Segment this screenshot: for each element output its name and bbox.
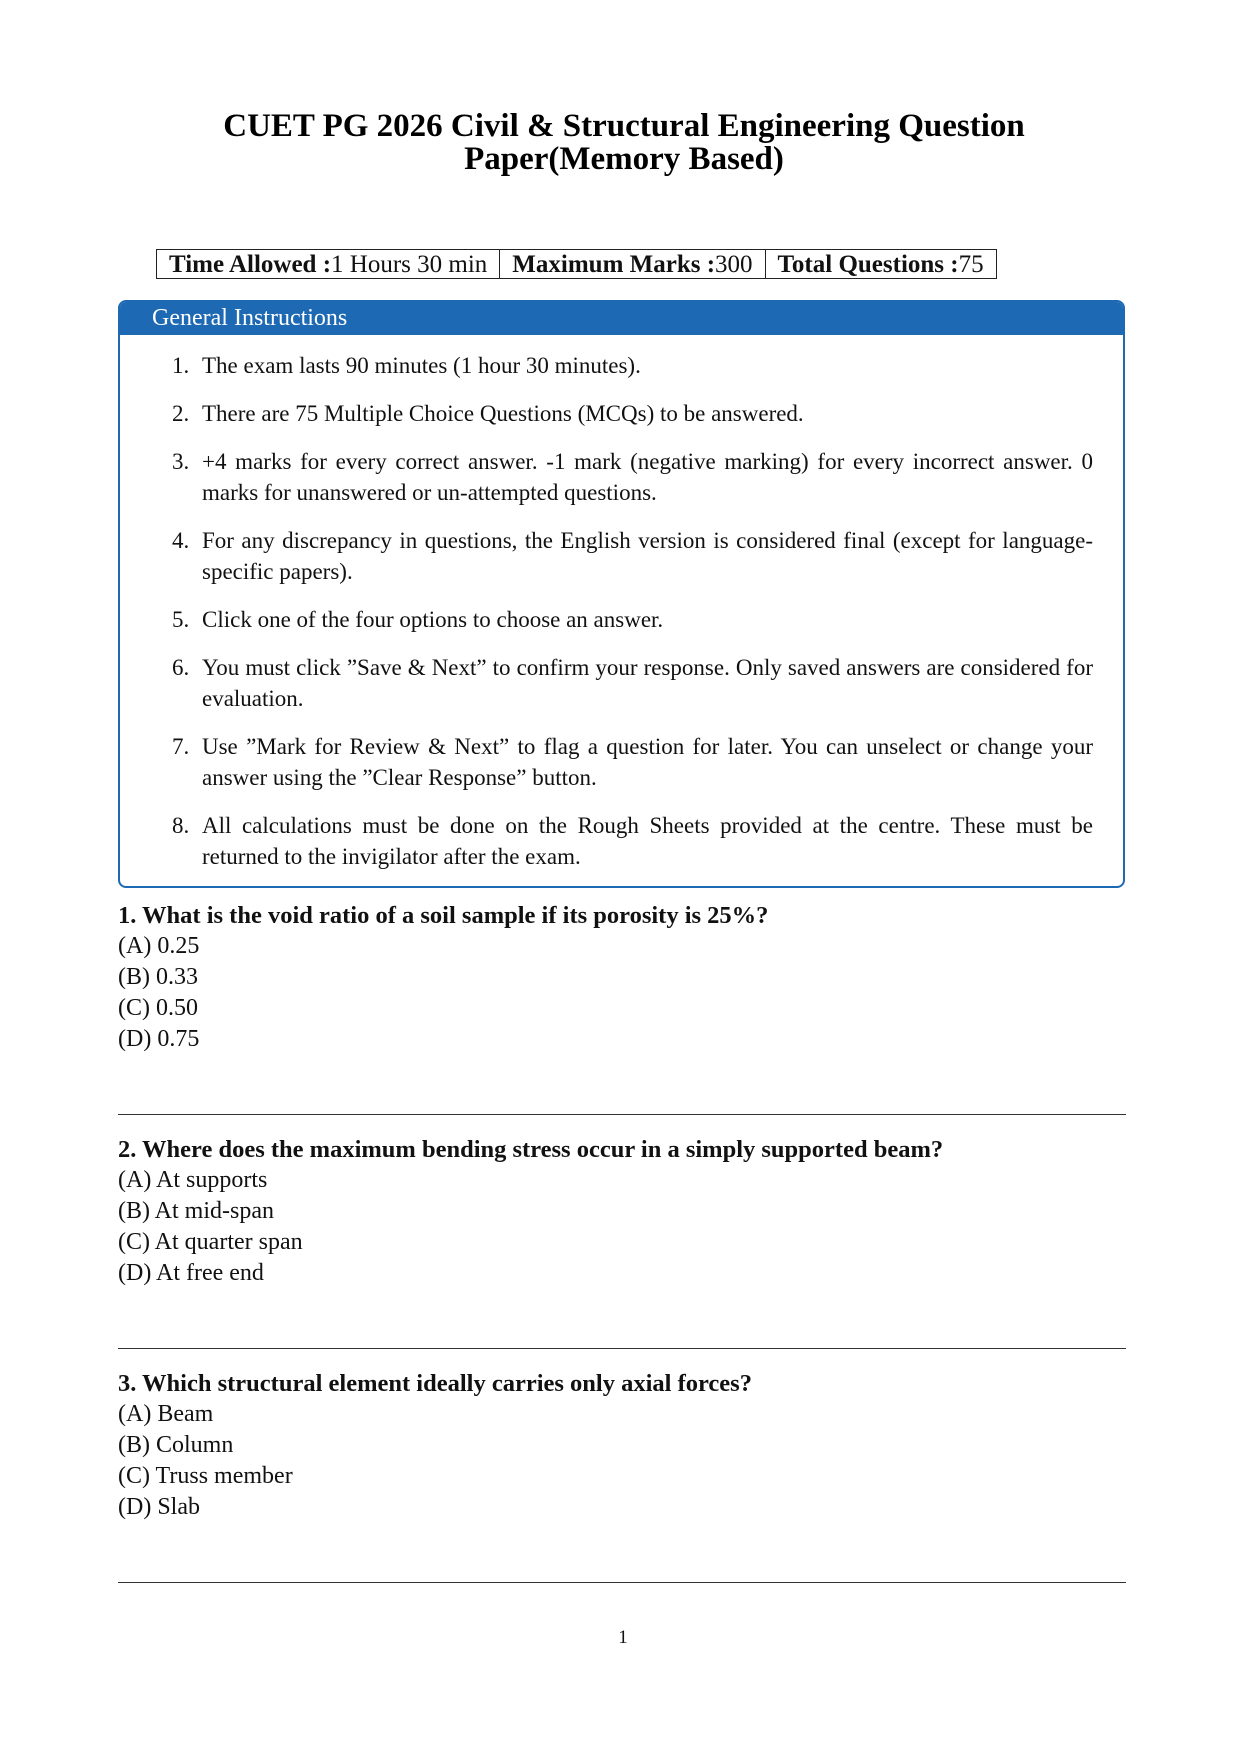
option-b: (B) Column: [118, 1432, 234, 1458]
question-3: [118, 1368, 1128, 1523]
general-instructions-header: General Instructions: [120, 302, 1123, 335]
instruction-item: [172, 350, 1093, 381]
time-allowed-value: 1 Hours 30 min: [331, 251, 488, 278]
instruction-item: [172, 398, 1093, 429]
option-d: (D) At free end: [118, 1260, 264, 1286]
time-allowed-cell: [157, 250, 500, 279]
page-title-line-2: Paper(Memory Based): [464, 141, 784, 177]
option-c: (C) 0.50: [118, 995, 198, 1021]
instruction-text: Click one of the four options to choose an answer.: [202, 607, 664, 632]
instruction-number: 4.: [172, 528, 190, 553]
exam-info-table: [156, 249, 997, 279]
instruction-text: There are 75 Multiple Choice Questions (MCQs) to be answered.: [202, 401, 804, 426]
instruction-text: The exam lasts 90 minutes (1 hour 30 minutes).: [202, 353, 641, 378]
question-text: 1. What is the void ratio of a soil sample if its porosity is 25%?: [118, 902, 769, 929]
instruction-item: [172, 731, 1093, 793]
question-2: [118, 1134, 1128, 1289]
instruction-number: 3.: [172, 449, 190, 474]
question-text: 2. Where does the maximum bending stress occur in a simply supported beam?: [118, 1136, 944, 1163]
instruction-item: [172, 525, 1093, 587]
instruction-text: For any discrepancy in questions, the English version is considered final (except for language-specific papers).: [202, 528, 1093, 584]
exam-info-row: [157, 250, 997, 279]
question-divider: [118, 1348, 1126, 1349]
instruction-number: 8.: [172, 813, 190, 838]
option-b: (B) At mid-span: [118, 1198, 274, 1224]
page-number: 1: [618, 1627, 628, 1648]
instruction-item: [172, 652, 1093, 714]
maximum-marks-cell: [500, 250, 765, 279]
question-divider: [118, 1582, 1126, 1583]
maximum-marks-value: 300: [715, 251, 753, 278]
instructions-list: [172, 350, 1093, 888]
general-instructions-box: [118, 300, 1125, 888]
option-a: (A) 0.25: [118, 933, 200, 959]
page-title-line-1: CUET PG 2026 Civil & Structural Engineering Question: [223, 108, 1025, 144]
option-d: (D) 0.75: [118, 1026, 200, 1052]
instruction-text: Use ”Mark for Review & Next” to flag a question for later. You can unselect or change your answer using the ”Clear Response” button.: [202, 734, 1093, 790]
instruction-number: 2.: [172, 401, 190, 426]
option-c: (C) Truss member: [118, 1463, 293, 1489]
question-divider: [118, 1114, 1126, 1115]
total-questions-cell: [765, 250, 996, 279]
maximum-marks-label: Maximum Marks :: [512, 251, 716, 278]
instruction-text: All calculations must be done on the Rough Sheets provided at the centre. These must be returned to the invigilator after the exam.: [202, 813, 1093, 869]
time-allowed-label: Time Allowed :: [169, 251, 332, 278]
page-title: [0, 110, 1240, 176]
option-a: (A) Beam: [118, 1401, 214, 1427]
option-a: (A) At supports: [118, 1167, 268, 1193]
total-questions-value: 75: [958, 251, 984, 278]
option-b: (B) 0.33: [118, 964, 198, 990]
instruction-text: +4 marks for every correct answer. -1 mark (negative marking) for every incorrect answer. 0 marks for unanswered or un-attempted questions.: [202, 449, 1093, 505]
question-text: 3. Which structural element ideally carries only axial forces?: [118, 1370, 752, 1397]
total-questions-label: Total Questions :: [777, 251, 959, 278]
instruction-item: [172, 446, 1093, 508]
instruction-item: [172, 810, 1093, 872]
instruction-item: [172, 604, 1093, 635]
question-1: [118, 900, 1128, 1055]
instruction-text: You must click ”Save & Next” to confirm your response. Only saved answers are considered for evaluation.: [202, 655, 1093, 711]
instruction-number: 6.: [172, 655, 190, 680]
instruction-number: 1.: [172, 353, 190, 378]
option-c: (C) At quarter span: [118, 1229, 303, 1255]
instruction-number: 7.: [172, 734, 190, 759]
instruction-number: 5.: [172, 607, 190, 632]
option-d: (D) Slab: [118, 1494, 200, 1520]
